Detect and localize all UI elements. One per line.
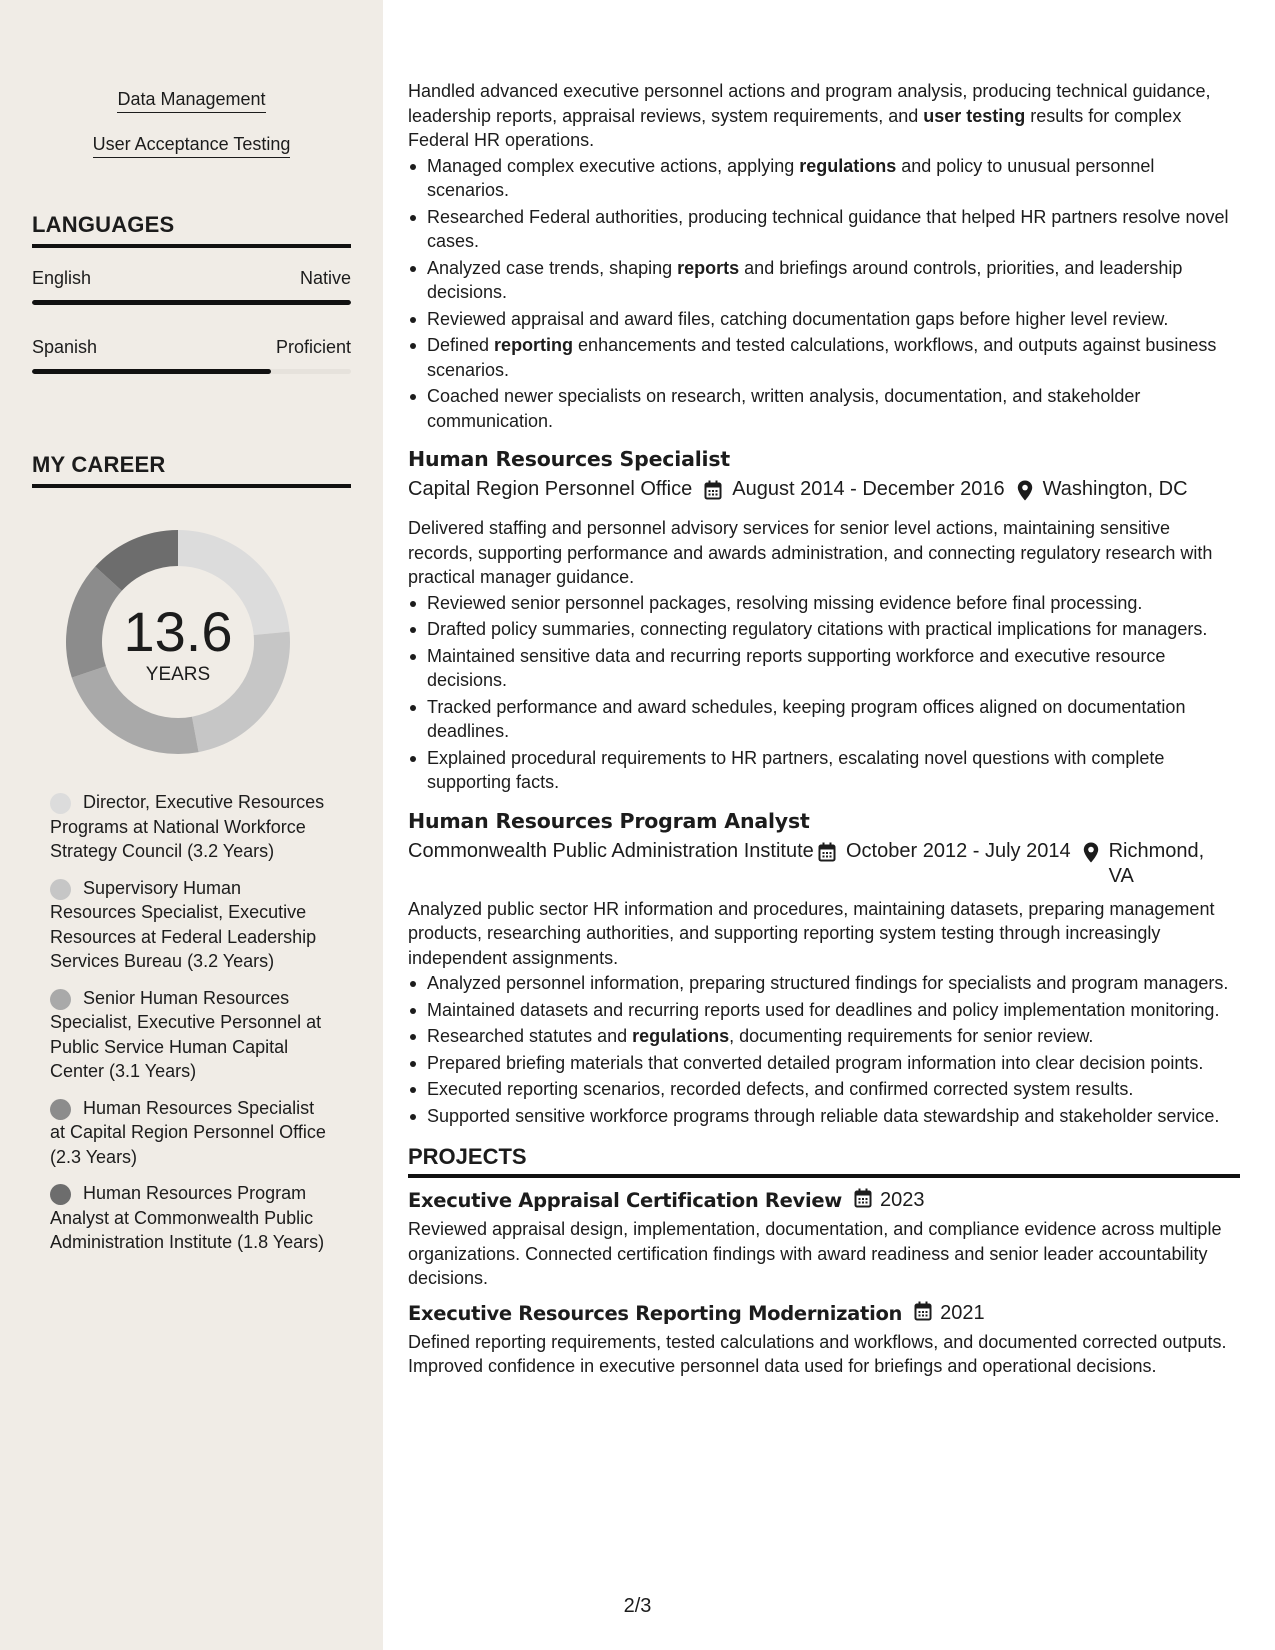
legend-swatch bbox=[50, 1099, 71, 1120]
date-range: August 2014 - December 2016 bbox=[732, 478, 1005, 500]
role-summary: Handled advanced executive personnel actions and program analysis, producing technical guidance, leadership reports, appraisal reviews, system requirements, and user testing results for complex Federal HR operations. bbox=[408, 81, 1211, 150]
legend-swatch bbox=[50, 989, 71, 1010]
bullet-item: Researched statutes and regulations, documenting requirements for senior review. bbox=[408, 1024, 1240, 1049]
bullet-item: Analyzed personnel information, preparing structured findings for specialists and program managers. bbox=[408, 971, 1240, 996]
legend-swatch bbox=[50, 1184, 71, 1205]
language-row bbox=[32, 337, 351, 358]
project-entry bbox=[408, 1301, 1240, 1379]
role-bullets bbox=[408, 154, 1240, 434]
career-legend-label: Human Resources Program Analyst at Commonwealth Public Administration Institute (1.8 Years) bbox=[50, 1183, 325, 1252]
project-title: Executive Appraisal Certification Review bbox=[408, 1189, 842, 1212]
job-meta bbox=[408, 839, 1240, 889]
bullet-item: Researched Federal authorities, producing technical guidance that helped HR partners resolve novel cases. bbox=[408, 205, 1240, 254]
career-legend bbox=[50, 790, 330, 1267]
bullet-item: Reviewed appraisal and award files, catching documentation gaps before higher level review. bbox=[408, 307, 1240, 332]
bullet-item: Supported sensitive workforce programs through reliable data stewardship and stakeholder service. bbox=[408, 1104, 1240, 1129]
project-year: 2023 bbox=[880, 1189, 925, 1211]
bullet-item: Maintained datasets and recurring reports used for deadlines and policy implementation monitoring. bbox=[408, 998, 1240, 1023]
career-legend-label: Director, Executive Resources Programs at National Workforce Strategy Council (3.2 Years) bbox=[50, 792, 325, 861]
skill-item bbox=[32, 88, 351, 113]
career-legend-item bbox=[50, 1096, 330, 1170]
bullet-item: Drafted policy summaries, connecting regulatory citations with practical implications for managers. bbox=[408, 617, 1240, 642]
career-legend-item bbox=[50, 986, 330, 1084]
career-heading: MY CAREER bbox=[32, 452, 351, 488]
career-legend-item bbox=[50, 1181, 330, 1255]
language-proficiency-fill bbox=[32, 369, 271, 374]
career-legend-label: Human Resources Specialist at Capital Region Personnel Office (2.3 Years) bbox=[50, 1097, 326, 1167]
career-total-value: 13.6 bbox=[123, 600, 233, 663]
skill-item bbox=[32, 133, 351, 158]
date-range: October 2012 - July 2014 bbox=[846, 839, 1071, 862]
skill-label: Data Management bbox=[117, 88, 265, 113]
main-content bbox=[408, 0, 1240, 1379]
job-dates bbox=[704, 477, 1004, 507]
career-legend-item bbox=[50, 876, 330, 974]
bullet-item: Coached newer specialists on research, written analysis, documentation, and stakeholder communication. bbox=[408, 384, 1240, 433]
bullet-item: Maintained sensitive data and recurring reports supporting workforce and executive resource decisions. bbox=[408, 644, 1240, 693]
job-meta bbox=[408, 477, 1240, 508]
language-row bbox=[32, 268, 351, 289]
language-level: Native bbox=[299, 268, 351, 288]
job-location bbox=[1017, 477, 1188, 508]
job-bullets bbox=[408, 971, 1240, 1128]
language-proficiency-bar bbox=[32, 300, 351, 305]
bullet-item: Analyzed case trends, shaping reports and briefings around controls, priorities, and leadership decisions. bbox=[408, 256, 1240, 305]
page-number: 2/3 bbox=[623, 1595, 652, 1617]
bullet-item: Reviewed senior personnel packages, resolving missing evidence before final processing. bbox=[408, 591, 1240, 616]
job-title: Human Resources Program Analyst bbox=[408, 808, 810, 833]
project-title: Executive Resources Reporting Modernization bbox=[408, 1301, 903, 1325]
bullet-item: Defined reporting enhancements and tested calculations, workflows, and outputs against business scenarios. bbox=[408, 333, 1240, 382]
language-proficiency-fill bbox=[32, 300, 351, 305]
job-entry bbox=[408, 809, 1240, 1129]
location-text: Richmond, VA bbox=[1108, 839, 1205, 887]
project-header bbox=[408, 1301, 1240, 1326]
bullet-item: Executed reporting scenarios, recorded defects, and confirmed corrected system results. bbox=[408, 1077, 1240, 1102]
location-text: Washington, DC bbox=[1042, 478, 1188, 500]
skill-label: User Acceptance Testing bbox=[93, 133, 291, 158]
job-company bbox=[408, 839, 818, 864]
company-name: Commonwealth Public Administration Institute bbox=[408, 839, 814, 862]
bullet-item: Managed complex executive actions, applying regulations and policy to unusual personnel scenarios. bbox=[408, 154, 1240, 203]
calendar-icon bbox=[854, 1188, 872, 1213]
job-title: Human Resources Specialist bbox=[408, 447, 730, 471]
legend-swatch bbox=[50, 879, 71, 900]
career-legend-item bbox=[50, 790, 330, 864]
project-year: 2021 bbox=[940, 1301, 985, 1324]
project-entry bbox=[408, 1188, 1240, 1291]
language-proficiency-bar bbox=[32, 369, 351, 374]
calendar-icon bbox=[818, 842, 836, 869]
job-location bbox=[1083, 839, 1208, 889]
bullet-item: Explained procedural requirements to HR partners, escalating novel questions with complete supporting facts. bbox=[408, 746, 1240, 795]
career-donut-chart bbox=[64, 528, 292, 756]
languages-heading: LANGUAGES bbox=[32, 212, 351, 248]
project-description: Defined reporting requirements, tested calculations and workflows, and documented corrected outputs. Improved confidence in executive personnel data used for briefings and operational decisions. bbox=[408, 1331, 1227, 1376]
project-header bbox=[408, 1188, 1240, 1213]
career-total-unit: YEARS bbox=[145, 664, 211, 685]
job-summary: Analyzed public sector HR information and procedures, maintaining datasets, preparing management products, researching authorities, and supporting reporting system testing through increasingly independent assignments. bbox=[408, 898, 1215, 968]
job-entry bbox=[408, 447, 1240, 795]
company-name: Capital Region Personnel Office bbox=[408, 478, 693, 500]
legend-swatch bbox=[50, 793, 71, 814]
bullet-item: Prepared briefing materials that converted detailed program information into clear decision points. bbox=[408, 1051, 1240, 1076]
language-level: Proficient bbox=[275, 337, 351, 357]
job-summary: Delivered staffing and personnel advisory services for senior level actions, maintaining sensitive records, supporting performance and awards administration, and connecting regulatory research with practical manager guidance. bbox=[408, 518, 1213, 587]
career-legend-label: Senior Human Resources Specialist, Executive Personnel at Public Service Human Capital Center (3.1 Years) bbox=[50, 987, 322, 1081]
language-name: English bbox=[32, 268, 92, 288]
location-pin-icon bbox=[1083, 842, 1099, 870]
job-bullets bbox=[408, 591, 1240, 795]
job-dates bbox=[818, 839, 1071, 869]
project-description: Reviewed appraisal design, implementation, documentation, and compliance evidence across multiple organizations. Connected certification findings with award readiness and senior leader accountability decisions. bbox=[408, 1219, 1222, 1288]
sidebar bbox=[0, 0, 383, 1650]
calendar-icon bbox=[914, 1301, 932, 1326]
job-company bbox=[408, 477, 692, 502]
projects-heading: PROJECTS bbox=[408, 1144, 1240, 1178]
career-legend-label: Supervisory Human Resources Specialist, Executive Resources at Federal Leadership Services Bureau (3.2 Years) bbox=[50, 877, 317, 971]
language-name: Spanish bbox=[32, 337, 98, 357]
calendar-icon bbox=[704, 480, 722, 507]
bullet-item: Tracked performance and award schedules, keeping program offices aligned on documentation deadlines. bbox=[408, 695, 1240, 744]
location-pin-icon bbox=[1017, 480, 1033, 508]
